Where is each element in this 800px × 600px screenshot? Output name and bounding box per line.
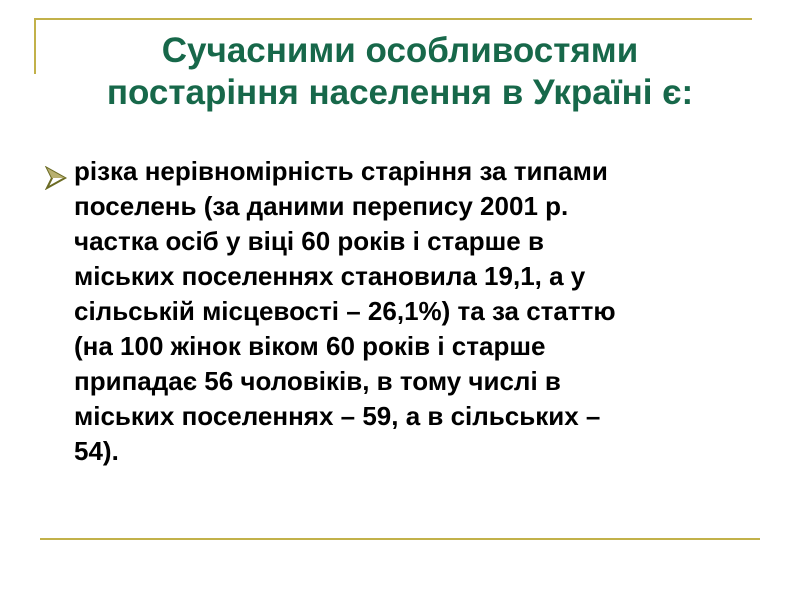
bullet-item (44, 154, 734, 469)
left-divider (34, 18, 36, 74)
bullet-line: міських поселеннях – 59, а в сільських – (74, 401, 601, 431)
title-line-2: постаріння населення в Україні є: (106, 73, 694, 112)
bullet-line: поселень (за даними перепису 2001 р. (74, 191, 569, 221)
bullet-line: сільській місцевості – 26,1%) та за статтю (74, 296, 616, 326)
bottom-divider (40, 538, 760, 540)
slide-title (40, 30, 760, 114)
bullet-line: 54). (74, 436, 119, 466)
bullet-line: припадає 56 чоловіків, в тому числі в (74, 366, 561, 396)
title-line-1: Сучасними особливостями (161, 31, 639, 70)
bullet-line: частка осіб у віці 60 років і старше в (74, 226, 544, 256)
bullet-line: (на 100 жінок віком 60 років і старше (74, 331, 546, 361)
bullet-line: різка нерівномірність старіння за типами (74, 156, 608, 186)
top-divider (34, 18, 752, 20)
arrow-bullet-icon (44, 166, 68, 190)
bullet-text (74, 154, 734, 469)
bullet-line: міських поселеннях становила 19,1, а у (74, 261, 586, 291)
